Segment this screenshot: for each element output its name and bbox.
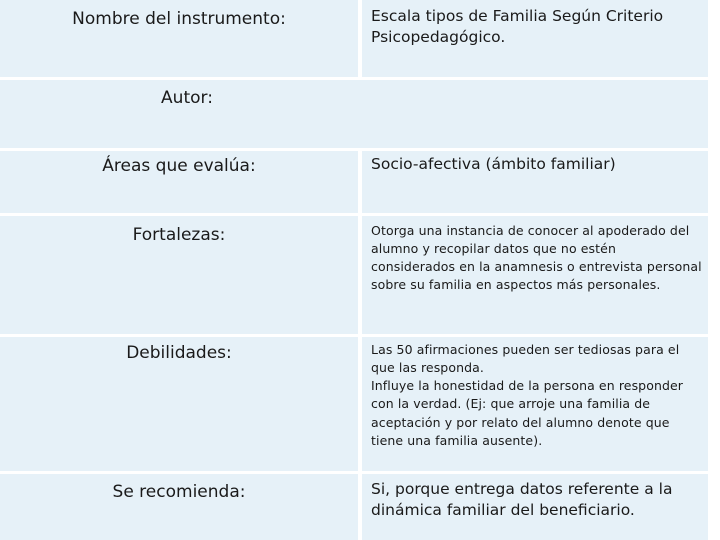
label-cell-areas (0, 151, 358, 213)
label-cell-recommend (0, 474, 358, 540)
label-cell-weaknesses (0, 337, 358, 471)
recommend-label: Se recomienda: (112, 482, 246, 502)
author-label: Autor: (161, 88, 213, 108)
value-cell-author (362, 80, 708, 148)
areas-value: Socio-afectiva (ámbito familiar) (371, 155, 616, 173)
areas-label: Áreas que evalúa: (102, 156, 256, 176)
value-cell-strengths (362, 216, 708, 334)
value-cell-areas (362, 151, 708, 213)
weaknesses-label: Debilidades: (126, 343, 232, 363)
value-cell-instrument-name (362, 0, 708, 77)
value-cell-weaknesses (362, 337, 708, 471)
strengths-value: Otorga una instancia de conocer al apoderado del alumno y recopilar datos que no estén considerados en la anamnesis o entrevista personal sobre su familia en aspectos más personales. (371, 223, 702, 293)
label-cell-instrument-name (0, 0, 358, 77)
recommend-value: Si, porque entrega datos referente a la dinámica familiar del beneficiario. (371, 480, 673, 519)
instrument-name-value: Escala tipos de Familia Según Criterio Psicopedagógico. (371, 7, 664, 46)
weaknesses-value-line-2: Influye la honestidad de la persona en responder con la verdad. (Ej: que arroje una familia de aceptación y por relato del alumno denote que tiene una familia ausente). (371, 378, 684, 448)
instrument-name-label: Nombre del instrumento: (72, 9, 286, 29)
label-cell-strengths (0, 216, 358, 334)
value-cell-recommend (362, 474, 708, 540)
label-cell-author (0, 80, 374, 148)
weaknesses-value-line-1: Las 50 afirmaciones pueden ser tediosas para el que las responda. (371, 342, 680, 376)
strengths-label: Fortalezas: (132, 225, 226, 245)
